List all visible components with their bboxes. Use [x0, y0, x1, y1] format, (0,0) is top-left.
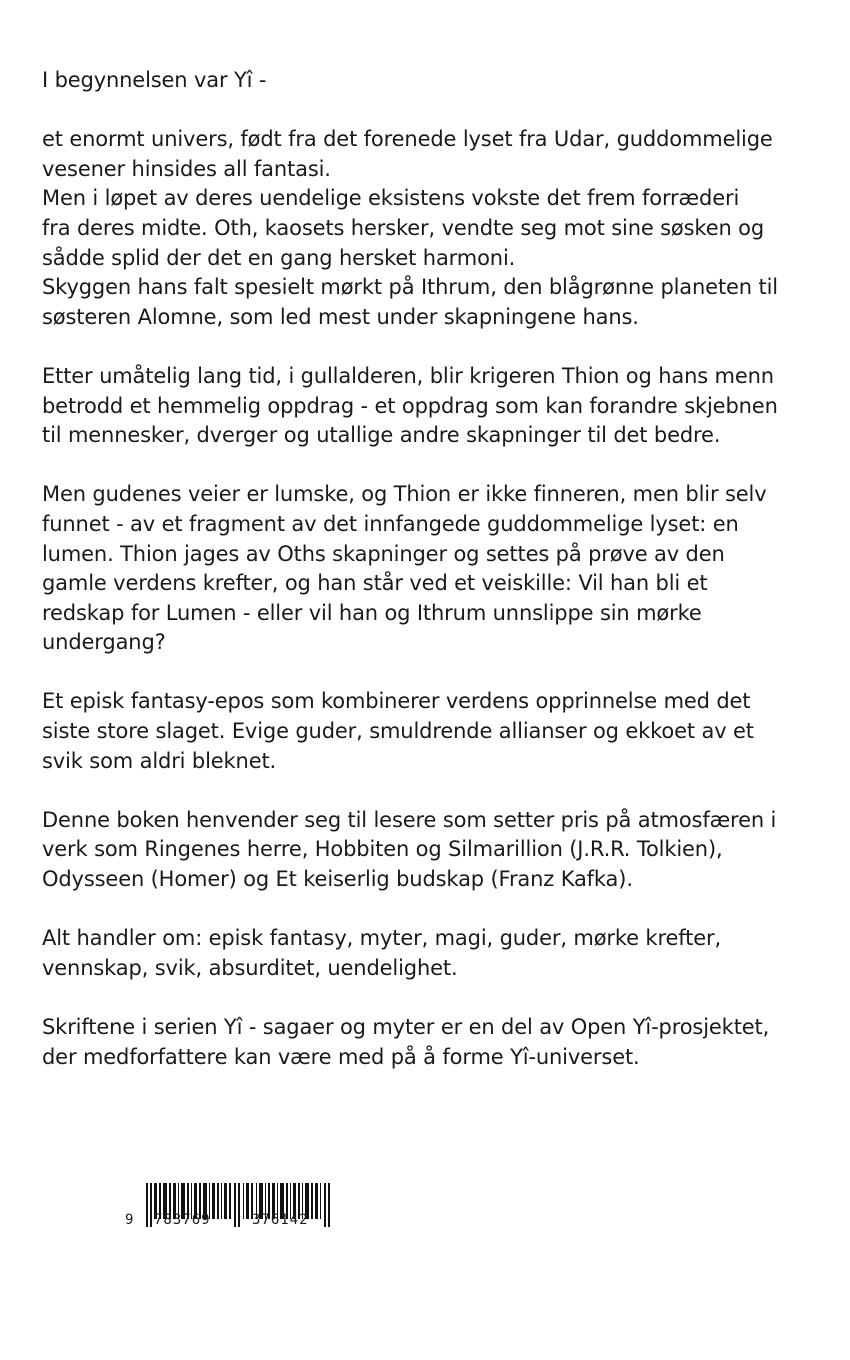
paragraph-gap: [42, 658, 802, 688]
barcode-left-digits: 783769: [154, 1212, 211, 1228]
barcode-right-digits: 376142: [252, 1212, 309, 1228]
paragraph-gap: [42, 332, 802, 362]
paragraph-gap: [42, 983, 802, 1013]
paragraph-6: Alt handler om: episk fantasy, myter, magi, guder, mørke krefter, vennskap, svik, absurditet, uendelighet.: [42, 926, 721, 980]
paragraph-4: Et episk fantasy-epos som kombinerer verdens opprinnelse med det siste store slaget. Evige guder, smuldrende allianser og ekkoet av et svik som aldri bleknet.: [42, 689, 754, 773]
paragraph-3: Men gudenes veier er lumske, og Thion er ikke finneren, men blir selv funnet - av et fragment av det innfangede guddommelige lyset: en lumen. Thion jages av Oths skapninger og settes på prøve av den gamle verdens krefter, og han står ved et veiskille: Vil han bli et redskap for Lumen - eller vil han og Ithrum unnslippe sin mørke undergang?: [42, 482, 767, 655]
opening-line: I begynnelsen var Yî -: [42, 68, 267, 92]
barcode-first-digit: 9: [125, 1212, 135, 1228]
paragraph-gap: [42, 776, 802, 806]
paragraph-gap: [42, 451, 802, 481]
isbn-barcode: [120, 1180, 350, 1240]
paragraph-gap: [42, 96, 802, 126]
paragraph-7: Skriftene i serien Yî - sagaer og myter er en del av Open Yî-prosjektet, der medforfattere kan være med på å forme Yî-universet.: [42, 1015, 770, 1069]
paragraph-1: et enormt univers, født fra det forenede lyset fra Udar, guddommelige vesener hinsides all fantasi. Men i løpet av deres uendelige eksistens vokste det frem forræderi fra deres midte. Oth, kaosets hersker, vendte seg mot sine søsken og sådde splid der det en gang hersket harmoni. Skyggen hans falt spesielt mørkt på Ithrum, den blågrønne planeten til søsteren Alomne, som led mest under skapningene hans.: [42, 127, 778, 329]
paragraph-5: Denne boken henvender seg til lesere som setter pris på atmosfæren i verk som Ringenes herre, Hobbiten og Silmarillion (J.R.R. Tolkien), Odysseen (Homer) og Et keiserlig budskap (Franz Kafka).: [42, 807, 777, 892]
paragraph-2: Etter umåtelig lang tid, i gullalderen, blir krigeren Thion og hans menn betrodd et hemmelig oppdrag - et oppdrag som kan forandre skjebnen til mennesker, dverger og utallige andre skapninger til det bedre.: [42, 363, 778, 448]
paragraph-gap: [42, 895, 802, 925]
blurb-text: [42, 66, 802, 1072]
